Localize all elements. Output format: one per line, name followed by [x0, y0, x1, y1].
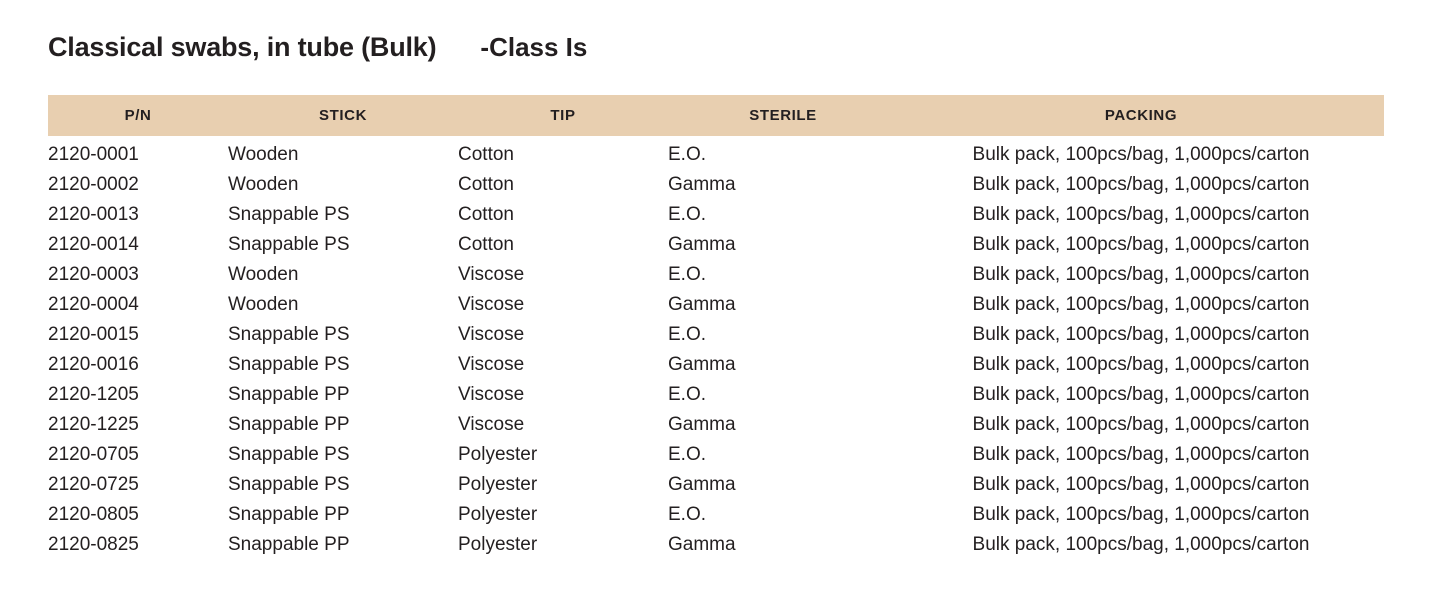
table-row: [48, 260, 1384, 290]
cell-tip: Polyester: [458, 444, 538, 465]
cell-stick: Wooden: [228, 144, 299, 165]
cell-pn: 2120-0015: [48, 324, 139, 345]
cell-pn: 2120-0805: [48, 504, 139, 525]
cell-pn: 2120-1205: [48, 384, 139, 405]
table-row: [48, 290, 1384, 320]
cell-stick: Wooden: [228, 174, 299, 195]
table-row: [48, 380, 1384, 410]
cell-packing: Bulk pack, 100pcs/bag, 1,000pcs/carton: [972, 324, 1310, 345]
cell-tip: Viscose: [458, 294, 525, 315]
cell-sterile: E.O.: [668, 324, 707, 345]
cell-tip: Viscose: [458, 354, 525, 375]
cell-sterile: Gamma: [668, 294, 736, 315]
column-header-sterile: STERILE: [668, 95, 898, 136]
cell-stick: Snappable PS: [228, 444, 350, 465]
cell-packing: Bulk pack, 100pcs/bag, 1,000pcs/carton: [972, 264, 1310, 285]
cell-tip: Cotton: [458, 174, 514, 195]
cell-tip: Viscose: [458, 414, 525, 435]
table-header-row: [48, 95, 1384, 136]
cell-stick: Snappable PP: [228, 384, 350, 405]
cell-tip: Viscose: [458, 324, 525, 345]
cell-sterile: Gamma: [668, 234, 736, 255]
cell-pn: 2120-0014: [48, 234, 139, 255]
cell-packing: Bulk pack, 100pcs/bag, 1,000pcs/carton: [972, 414, 1310, 435]
cell-stick: Snappable PP: [228, 414, 350, 435]
cell-stick: Snappable PP: [228, 504, 350, 525]
cell-packing: Bulk pack, 100pcs/bag, 1,000pcs/carton: [972, 204, 1310, 225]
cell-tip: Viscose: [458, 384, 525, 405]
cell-stick: Snappable PS: [228, 474, 350, 495]
spec-table: [48, 95, 1384, 560]
cell-packing: Bulk pack, 100pcs/bag, 1,000pcs/carton: [972, 144, 1310, 165]
table-row: [48, 230, 1384, 260]
cell-tip: Polyester: [458, 534, 538, 555]
cell-stick: Snappable PS: [228, 324, 350, 345]
column-header-stick: STICK: [228, 95, 458, 136]
cell-stick: Snappable PS: [228, 204, 350, 225]
cell-stick: Wooden: [228, 264, 299, 285]
cell-sterile: E.O.: [668, 144, 707, 165]
table-row: [48, 170, 1384, 200]
cell-sterile: E.O.: [668, 444, 707, 465]
table-row: [48, 410, 1384, 440]
table-row: [48, 200, 1384, 230]
cell-tip: Viscose: [458, 264, 525, 285]
cell-packing: Bulk pack, 100pcs/bag, 1,000pcs/carton: [972, 474, 1310, 495]
cell-pn: 2120-0002: [48, 174, 139, 195]
table-row: [48, 470, 1384, 500]
cell-tip: Cotton: [458, 234, 514, 255]
cell-stick: Snappable PS: [228, 354, 350, 375]
cell-sterile: E.O.: [668, 204, 707, 225]
cell-tip: Cotton: [458, 204, 514, 225]
cell-sterile: E.O.: [668, 264, 707, 285]
cell-pn: 2120-0725: [48, 474, 139, 495]
table-row: [48, 136, 1384, 170]
cell-sterile: Gamma: [668, 354, 736, 375]
page-title-main: Classical swabs, in tube (Bulk): [48, 32, 437, 62]
table-row: [48, 440, 1384, 470]
cell-pn: 2120-0001: [48, 144, 139, 165]
table-row: [48, 350, 1384, 380]
cell-stick: Snappable PS: [228, 234, 350, 255]
cell-packing: Bulk pack, 100pcs/bag, 1,000pcs/carton: [972, 444, 1310, 465]
cell-sterile: Gamma: [668, 534, 736, 555]
cell-pn: 2120-0705: [48, 444, 139, 465]
cell-packing: Bulk pack, 100pcs/bag, 1,000pcs/carton: [972, 354, 1310, 375]
cell-pn: 2120-0016: [48, 354, 139, 375]
cell-pn: 2120-0003: [48, 264, 139, 285]
table-row: [48, 500, 1384, 530]
cell-pn: 2120-0013: [48, 204, 139, 225]
column-header-tip: TIP: [458, 95, 668, 136]
page-title-subtitle: -Class Is: [480, 32, 588, 62]
cell-stick: Snappable PP: [228, 534, 350, 555]
column-header-pn: P/N: [48, 95, 228, 136]
cell-sterile: Gamma: [668, 174, 736, 195]
spec-table-wrapper: [48, 95, 1384, 560]
table-row: [48, 530, 1384, 560]
cell-packing: Bulk pack, 100pcs/bag, 1,000pcs/carton: [972, 234, 1310, 255]
cell-tip: Cotton: [458, 144, 514, 165]
cell-pn: 2120-1225: [48, 414, 139, 435]
cell-packing: Bulk pack, 100pcs/bag, 1,000pcs/carton: [972, 384, 1310, 405]
cell-pn: 2120-0825: [48, 534, 139, 555]
column-header-packing: PACKING: [898, 95, 1384, 136]
cell-sterile: E.O.: [668, 384, 707, 405]
cell-tip: Polyester: [458, 504, 538, 525]
cell-stick: Wooden: [228, 294, 299, 315]
table-row: [48, 320, 1384, 350]
page-title: [0, 0, 1432, 63]
cell-sterile: Gamma: [668, 474, 736, 495]
cell-pn: 2120-0004: [48, 294, 139, 315]
cell-tip: Polyester: [458, 474, 538, 495]
cell-packing: Bulk pack, 100pcs/bag, 1,000pcs/carton: [972, 504, 1310, 525]
table-body: [48, 136, 1384, 560]
cell-sterile: E.O.: [668, 504, 707, 525]
cell-packing: Bulk pack, 100pcs/bag, 1,000pcs/carton: [972, 534, 1310, 555]
cell-packing: Bulk pack, 100pcs/bag, 1,000pcs/carton: [972, 294, 1310, 315]
cell-sterile: Gamma: [668, 414, 736, 435]
cell-packing: Bulk pack, 100pcs/bag, 1,000pcs/carton: [972, 174, 1310, 195]
table-header: [48, 95, 1384, 136]
